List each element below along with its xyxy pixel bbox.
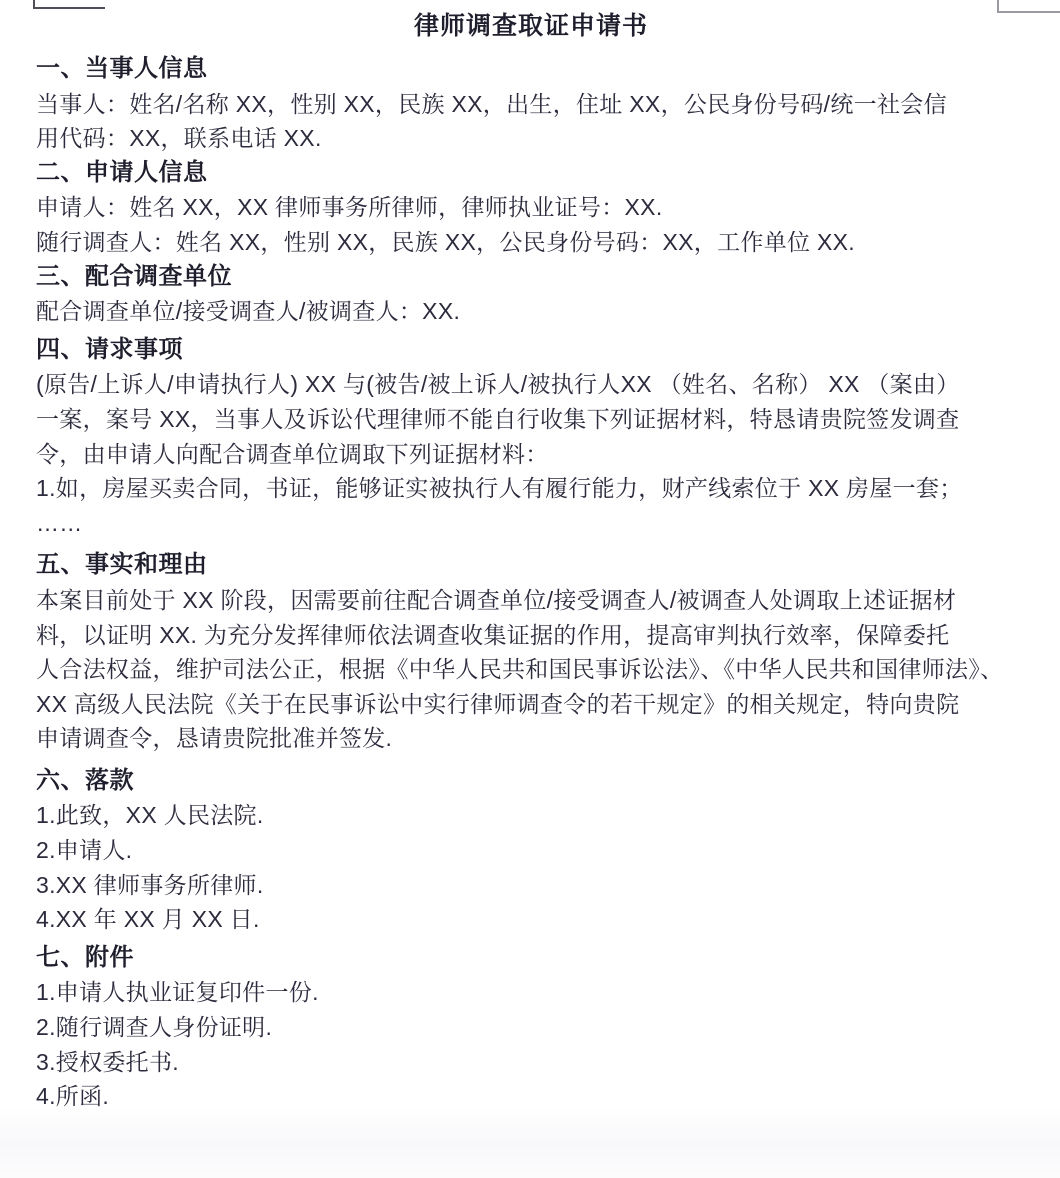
text-line: (原告/上诉人/申请执行人) XX 与(被告/被上诉人/被执行人XX （姓名、名称） XX （案由） (36, 371, 960, 398)
section-signature (36, 764, 1026, 937)
text-line: 令，由申请人向配合调查单位调取下列证据材料： (36, 440, 549, 467)
text-line: 2.申请人. (36, 837, 133, 864)
section-heading: 七、附件 (36, 943, 134, 971)
text-line: 1.如，房屋买卖合同，书证，能够证实被执行人有履行能力，财产线索位于 XX 房屋一套； (36, 475, 963, 502)
section-attachments (36, 941, 1026, 1114)
text-line: 1.此致，XX 人民法院. (36, 802, 264, 829)
text-line: …… (36, 509, 83, 536)
cropped-box-corner-top-right (997, 0, 1060, 13)
section-heading: 五、事实和理由 (36, 551, 208, 579)
text-line: 2.随行调查人身份证明. (36, 1014, 273, 1041)
text-line: 人合法权益，维护司法公正，根据《中华人民共和国民事诉讼法》、《中华人民共和国律师法》、 (36, 656, 1004, 683)
text-line: 随行调查人：姓名 XX，性别 XX，民族 XX，公民身份号码：XX，工作单位 XX. (36, 228, 855, 255)
text-line: 4.所函. (36, 1083, 110, 1110)
text-line: 本案目前处于 XX 阶段，因需要前往配合调查单位/接受调查人/被调查人处调取上述证据材 (36, 586, 957, 613)
text-line: 一案，案号 XX，当事人及诉讼代理律师不能自行收集下列证据材料，特恳请贵院签发调查 (36, 405, 960, 432)
section-cooperating-unit (36, 260, 1026, 329)
text-line: 配合调查单位/接受调查人/被调查人：XX. (36, 298, 461, 325)
section-heading: 四、请求事项 (36, 335, 183, 363)
cropped-box-corner-top-left (33, 0, 105, 9)
section-heading: 三、配合调查单位 (36, 262, 232, 290)
text-line: 3.XX 律师事务所律师. (36, 871, 264, 898)
text-line: 料，以证明 XX. 为充分发挥律师依法调查收集证据的作用，提高审判执行效率，保障委托 (36, 621, 950, 648)
text-line: 1.申请人执业证复印件一份. (36, 979, 319, 1006)
text-line: 申请人：姓名 XX，XX 律师事务所律师，律师执业证号：XX. (36, 194, 663, 221)
text-line: 申请调查令，恳请贵院批准并签发. (36, 725, 393, 752)
section-heading: 六、落款 (36, 766, 134, 794)
section-party-info (36, 52, 1026, 156)
document-title: 律师调查取证申请书 (413, 12, 648, 40)
section-applicant-info (36, 156, 1026, 260)
text-line: 当事人：姓名/名称 XX，性别 XX，民族 XX，出生，住址 XX，公民身份号码/统一社会信 (36, 90, 947, 117)
text-line: 用代码：XX，联系电话 XX. (36, 125, 322, 152)
section-heading: 二、申请人信息 (36, 158, 208, 186)
section-requests (36, 333, 1026, 541)
text-line: 3.授权委托书. (36, 1048, 179, 1075)
section-facts-and-reasons (36, 548, 1026, 756)
text-line: XX 高级人民法院《关于在民事诉讼中实行律师调查令的若干规定》的相关规定，特向贵院 (36, 690, 960, 717)
text-line: 4.XX 年 XX 月 XX 日. (36, 906, 260, 933)
section-heading: 一、当事人信息 (36, 55, 208, 82)
